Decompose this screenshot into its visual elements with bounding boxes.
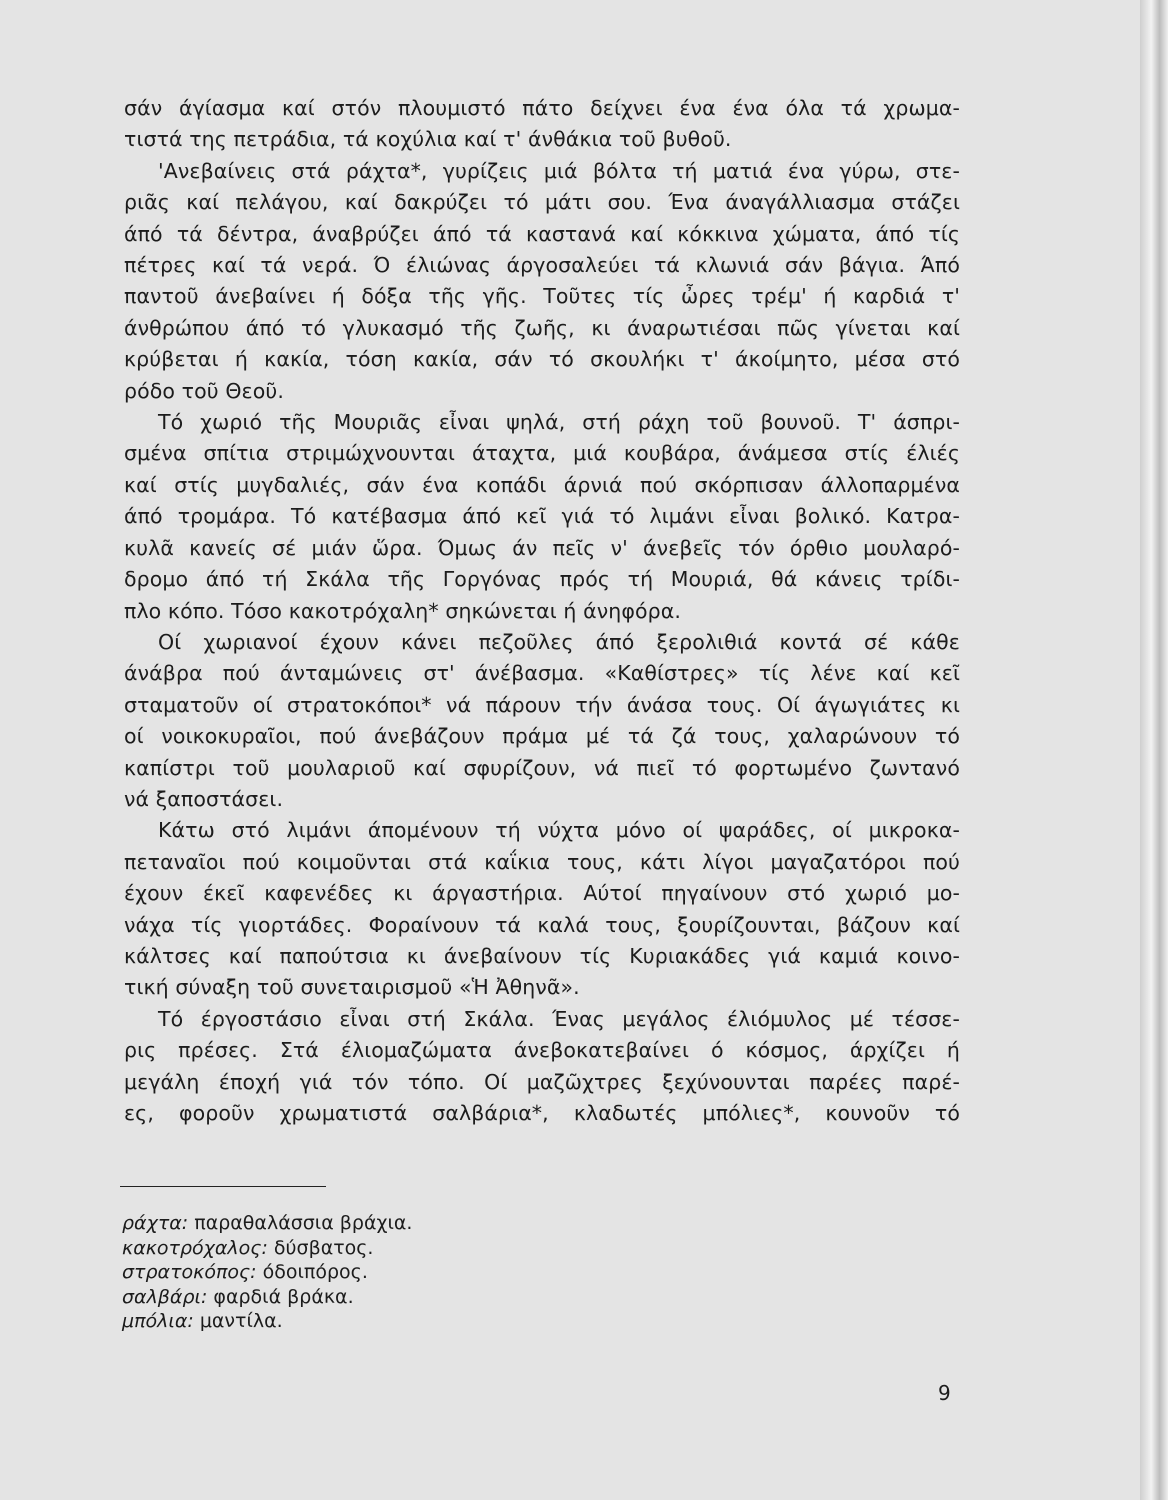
text-line: ρις πρέσες. Στά έλιομαζώματα άνεβοκατεβαίνει ό κόσμος, άρχίζει ή (124, 1038, 960, 1063)
text-line: κυλᾶ κανείς σέ μιάν ὥρα. Όμως άν πεῖς ν' άνεβεῖς τόν όρθιο μουλαρό- (124, 535, 960, 560)
text-line: νάχα τίς γιορτάδες. Φοραίνουν τά καλά τους, ξουρίζουνται, βάζουν καί (124, 912, 960, 937)
text-line: άπό τά δέντρα, άναβρύζει άπό τά καστανά καί κόκκινα χώματα, άπό τίς (124, 221, 960, 246)
footnote (122, 1260, 412, 1285)
text-line: 'Ανεβαίνεις στά ράχτα*, γυρίζεις μιά βόλτα τή ματιά ένα γύρω, στε- (158, 158, 960, 183)
footnotes (122, 1211, 412, 1334)
text-line: νά ξαποστάσει. (124, 786, 284, 811)
footnote-term: σαλβάρι: (122, 1285, 208, 1308)
footnote-term: μπόλια: (122, 1310, 194, 1332)
text-line: δρομο άπό τή Σκάλα τῆς Γοργόνας πρός τή Μουριά, θά κάνεις τρίδι- (124, 567, 960, 592)
text-line: ρόδο τοῦ Θεοῦ. (124, 378, 284, 403)
footnote-definition: φαρδιά βράκα. (213, 1285, 354, 1308)
footnote-divider (120, 1186, 326, 1187)
text-line: σάν άγίασμα καί στόν πλουμιστό πάτο δείχνει ένα ένα όλα τά χρωμα- (124, 96, 960, 120)
footnote-definition: δύσβατος. (273, 1236, 374, 1259)
footnote (122, 1285, 412, 1310)
footnote-definition: μαντίλα. (199, 1310, 283, 1332)
page-number: 9 (938, 1381, 951, 1405)
footnote (122, 1309, 412, 1334)
text-line: Οί χωριανοί έχουν κάνει πεζοῦλες άπό ξερολιθιά κοντά σέ κάθε (158, 629, 960, 654)
text-line: ες, φοροῦν χρωματιστά σαλβάρια*, κλαδωτές μπόλιες*, κουνοῦν τό (124, 1101, 960, 1125)
text-line: καπίστρι τοῦ μουλαριοῦ καί σφυρίζουν, νά πιεῖ τό φορτωμένο ζωντανό (124, 755, 960, 780)
text-line: Κάτω στό λιμάνι άπομένουν τή νύχτα μόνο οί ψαράδες, οί μικροκα- (158, 818, 960, 843)
text-line: Τό χωριό τῆς Μουριᾶς εἶναι ψηλά, στή ράχη τοῦ βουνοῦ. Τ' άσπρι- (158, 410, 960, 435)
footnote (122, 1236, 412, 1261)
text-line: άνάβρα πού άνταμώνεις στ' άνέβασμα. «Καθίστρες» τίς λένε καί κεῖ (124, 661, 960, 686)
text-line: κάλτσες καί παπούτσια κι άνεβαίνουν τίς Κυριακάδες γιά καμιά κοινο- (124, 943, 960, 968)
text-line: μεγάλη έποχή γιά τόν τόπο. Οί μαζῶχτρες ξεχύνουνται παρέες παρέ- (124, 1069, 960, 1094)
text-line: Τό έργοστάσιο εἶναι στή Σκάλα. Ένας μεγάλος έλιόμυλος μέ τέσσε- (158, 1006, 960, 1031)
footnote-term: ράχτα: (122, 1212, 189, 1234)
text-line: πεταναῖοι πού κοιμοῦνται στά καΐκια τους, κάτι λίγοι μαγαζατόροι πού (124, 849, 960, 874)
text-line: άπό τρομάρα. Τό κατέβασμα άπό κεῖ γιά τό λιμάνι εἶναι βολικό. Κατρα- (124, 504, 960, 529)
footnote-term: στρατοκόπος: (122, 1261, 257, 1283)
text-line: τική σύναξη τοῦ συνεταιρισμοῦ «Ἡ Ἀθηνᾶ». (124, 975, 580, 1000)
footnote-term: κακοτρόχαλος: (122, 1236, 268, 1259)
text-line: πλο κόπο. Τόσο κακοτρόχαλη* σηκώνεται ή άνηφόρα. (124, 598, 681, 623)
text-line: πέτρες καί τά νερά. Ό έλιώνας άργοσαλεύει τά κλωνιά σάν βάγια. Άπό (124, 253, 960, 278)
text-line: σμένα σπίτια στριμώχνουνται άταχτα, μιά κουβάρα, άνάμεσα στίς έλιές (124, 441, 960, 466)
text-line: τιστά της πετράδια, τά κοχύλια καί τ' άνθάκια τοῦ βυθοῦ. (124, 127, 732, 152)
text-line: έχουν έκεῖ καφενέδες κι άργαστήρια. Αύτοί πηγαίνουν στό χωριό μο- (124, 881, 960, 906)
body-text (124, 93, 960, 1129)
text-line: οί νοικοκυραῖοι, πού άνεβάζουν πράμα μέ τά ζά τους, χαλαρώνουν τό (124, 724, 960, 749)
text-line: άνθρώπου άπό τό γλυκασμό τῆς ζωῆς, κι άναρωτιέσαι πῶς γίνεται καί (124, 315, 960, 340)
footnote-definition: όδοιπόρος. (262, 1261, 368, 1283)
text-line: κρύβεται ή κακία, τόση κακία, σάν τό σκουλήκι τ' άκοίμητο, μέσα στό (124, 347, 960, 372)
text-line: σταματοῦν οί στρατοκόποι* νά πάρουν τήν άνάσα τους. Οί άγωγιάτες κι (124, 692, 960, 717)
footnote (122, 1211, 412, 1236)
page-edge (1140, 0, 1168, 1500)
text-line: ριᾶς καί πελάγου, καί δακρύζει τό μάτι σου. Ένα άναγάλλιασμα στάζει (124, 190, 960, 215)
text-line: καί στίς μυγδαλιές, σάν ένα κοπάδι άρνιά πού σκόρπισαν άλλοπαρμένα (124, 472, 960, 497)
footnote-definition: παραθαλάσσια βράχια. (194, 1212, 413, 1234)
text-line: παντοῦ άνεβαίνει ή δόξα τῆς γῆς. Τοῦτες τίς ὦρες τρέμ' ή καρδιά τ' (124, 284, 960, 309)
